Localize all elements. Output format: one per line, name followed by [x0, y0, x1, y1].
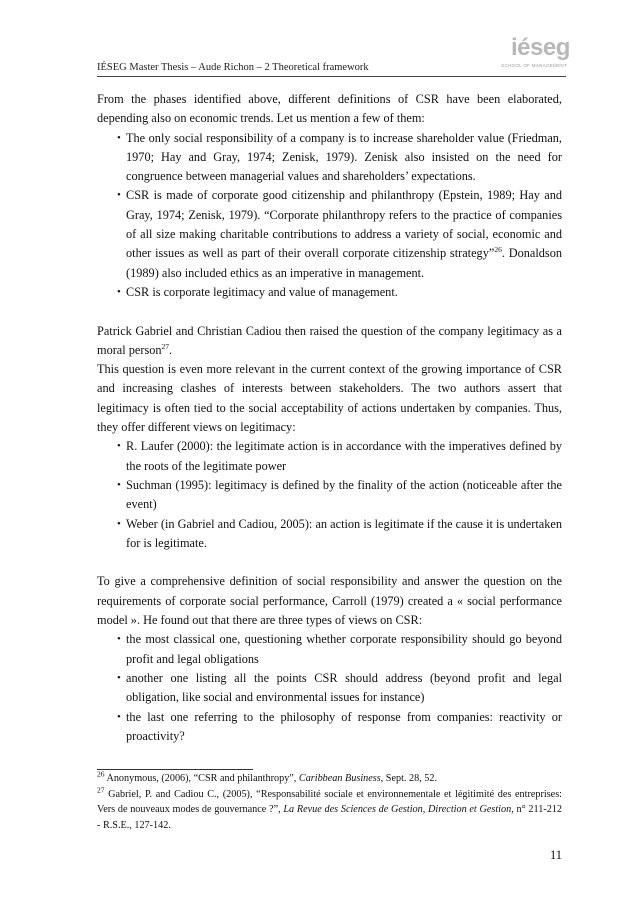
list-item: [97, 437, 562, 476]
footnote-27: $^{27}$ Gabriel, P. and Cadiou C., (2005), “Responsabilité sociale et environnementale et légitimité des entreprises: Vers de nouveaux modes de gouvernance ?”, La Revue des Sciences de Gestion, Direction et Gestion, n° 211-212 - R.S.E., 127-142.: [97, 785, 562, 831]
footnote-26: $^{26}$ Anonymous, (2006), “CSR and philanthropy”, Caribbean Business, Sept. 28, 52.: [97, 769, 438, 784]
bullet-icon: •: [117, 633, 121, 646]
list-item: [97, 669, 562, 708]
bullet-icon: •: [117, 671, 121, 684]
bullet-icon: •: [117, 517, 121, 530]
bullet-icon: •: [117, 440, 121, 453]
paragraph-1: From the phases identified above, different definitions of CSR have been elaborated, depending also on economic trends. Let us mention a few of them:: [97, 92, 562, 126]
list-item-text-tail: . Donaldson (1989) also included ethics as an imperative in management.: [126, 246, 562, 280]
list-item-text: another one listing all the points CSR should address (beyond profit and legal obligation, like social and environmental issues for instance): [126, 670, 562, 705]
logo-wordmark: iéseg: [511, 34, 570, 61]
footnote-rule: [97, 769, 253, 770]
bullet-icon: •: [117, 478, 121, 491]
list-item-text: the last one referring to the philosophy of response from companies: reactivity or proactivity?: [126, 709, 562, 743]
list-item: [97, 515, 562, 554]
page-number: 11: [549, 848, 562, 862]
bullet-icon: •: [117, 285, 121, 298]
paragraph-2: Patrick Gabriel and Christian Cadiou then raised the question of the company legitimacy as a moral person$^{27}$.: [97, 323, 562, 357]
list-item: [97, 129, 562, 187]
list-item-text: CSR is made of corporate good citizenship and philanthropy (Epstein, 1989; Hay and Gray, 1974; Zenisk, 1979). “Corporate philanthropy refers to the practice of companies of all size making charitable contributions to address a variety of social, economic and other issues as well as part of their overall corporate citizenship strategy”: [126, 188, 562, 261]
list-item-text: The only social responsibility of a company is to increase shareholder value (Friedman, 1970; Hay and Gray, 1974; Zenisk, 1979). Zenisk also insisted on the need for congruence between managerial values and shareholders’ expectations.: [126, 130, 562, 184]
running-header: IÉSEG Master Thesis – Aude Richon – 2 Theoretical framework: [97, 62, 369, 73]
csr-views-list: [97, 630, 562, 746]
legitimacy-views-list: [97, 437, 562, 553]
footnote-ref-27: 27: [161, 341, 170, 351]
bullet-icon: •: [117, 710, 121, 723]
list-item-text: CSR is corporate legitimacy and value of management.: [126, 284, 398, 299]
ieseg-logo: [501, 34, 570, 76]
paragraph-3: This question is even more relevant in the current context of the growing importance of CSR and increasing clashes of interests between stakeholders. The two authors assert that legitimacy is often tied to the social acceptability of actions undertaken by companies. Thus, they offer different views on legitimacy:: [97, 362, 562, 435]
footnotes: [97, 771, 562, 833]
logo-subtext: SCHOOL OF MANAGEMENT: [501, 63, 567, 68]
bullet-icon: •: [117, 131, 121, 144]
list-item-text: Weber (in Gabriel and Cadiou, 2005): an action is legitimate if the cause it is undertaken for is legitimate.: [126, 516, 562, 550]
header-rule: [97, 76, 566, 77]
list-item-text: the most classical one, questioning whether corporate responsibility should go beyond profit and legal obligations: [126, 632, 562, 666]
footnote-ref-26: 26: [494, 245, 502, 255]
list-item: [97, 476, 562, 515]
bullet-icon: •: [117, 189, 121, 202]
list-item: [97, 186, 562, 282]
list-item: [97, 283, 562, 302]
list-item: [97, 630, 562, 669]
list-item-text: R. Laufer (2000): the legitimate action is in accordance with the imperatives defined by the roots of the legitimate power: [126, 439, 562, 473]
list-item: [97, 708, 562, 747]
definitions-list: [97, 129, 562, 303]
list-item-text: Suchman (1995): legitimacy is defined by the finality of the action (noticeable after the event): [126, 477, 562, 512]
paragraph-4: To give a comprehensive definition of social responsibility and answer the question on the requirements of corporate social performance, Carroll (1979) created a « social performance model ». He found out that there are three types of views on CSR:: [97, 574, 562, 628]
body-text: [97, 90, 562, 746]
